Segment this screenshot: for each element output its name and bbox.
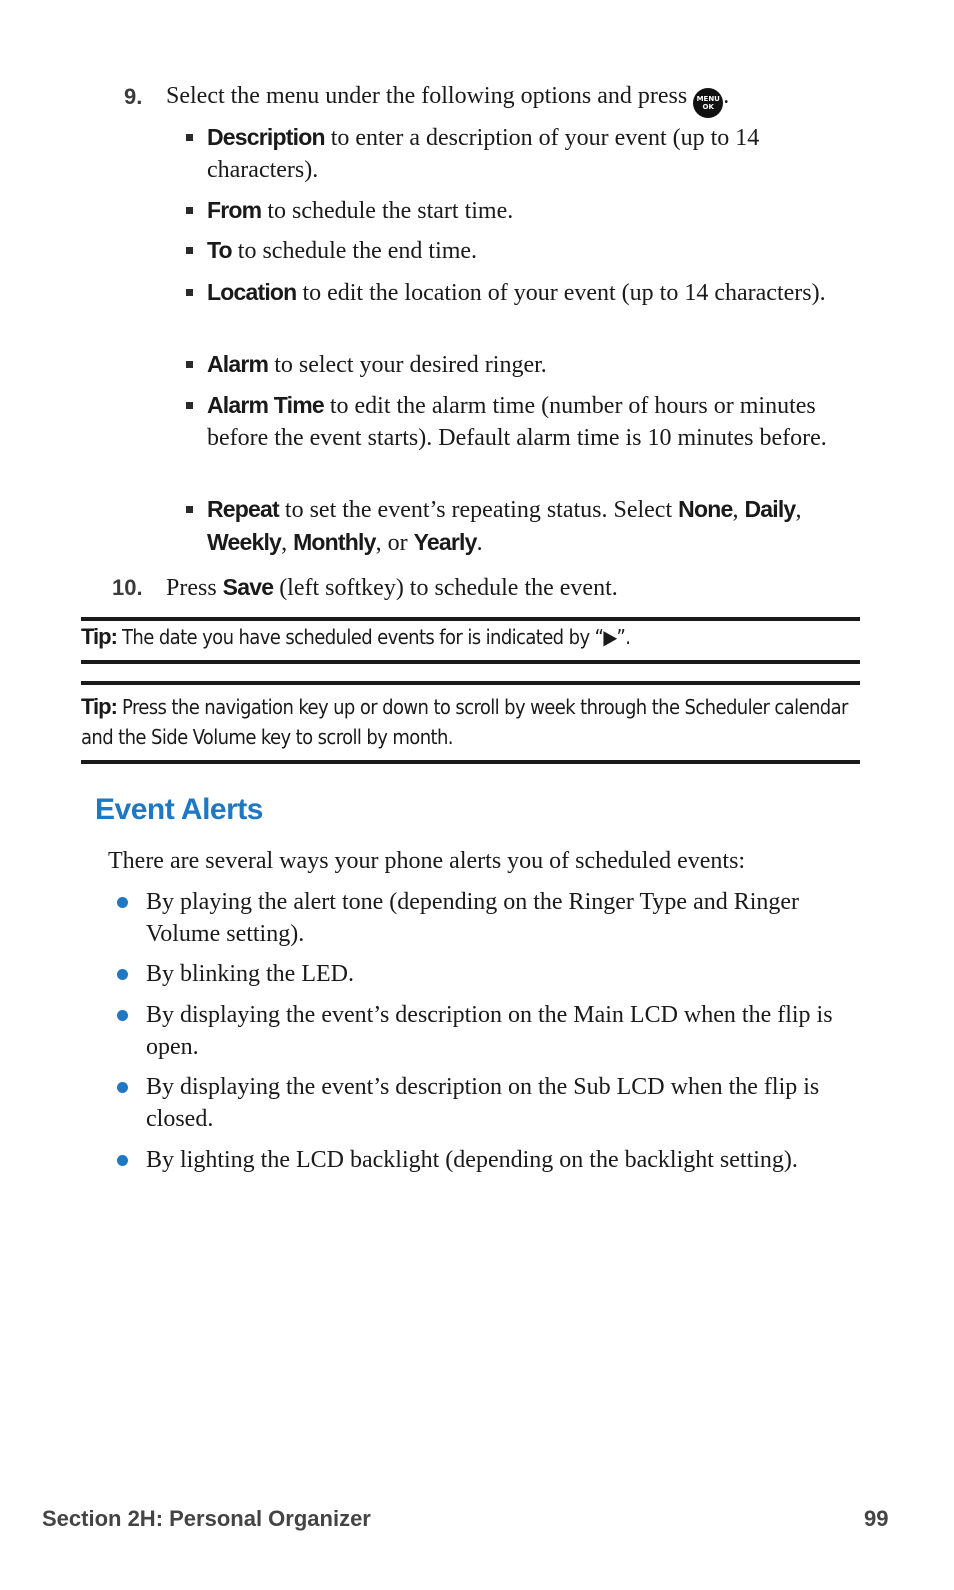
tip-label: Tip: (81, 624, 117, 649)
step-text: Select the menu under the following options and press MENU OK . (166, 80, 729, 118)
tip-box (81, 622, 871, 652)
tip-rule-top (81, 617, 860, 621)
square-bullet-icon (186, 134, 193, 141)
tip-rule-bottom (81, 760, 860, 764)
footer-section-label: Section 2H: Personal Organizer (42, 1506, 371, 1531)
tip-box (81, 692, 871, 752)
square-bullet-icon (186, 289, 193, 296)
step-text: Press Save (left softkey) to schedule the event. (166, 574, 618, 601)
tip-rule-bottom (81, 660, 860, 664)
step-number: 10. (112, 575, 143, 600)
square-bullet-icon (186, 247, 193, 254)
square-bullet-icon (186, 207, 193, 214)
round-bullet-icon (117, 1155, 128, 1166)
tip-text: The date you have scheduled events for is indicated by “▶”. (122, 625, 631, 649)
menu-ok-key-icon: MENU OK (693, 88, 723, 118)
round-bullet-icon (117, 1082, 128, 1093)
tip-rule-top (81, 681, 860, 685)
section-intro: There are several ways your phone alerts you of scheduled events: (108, 848, 746, 874)
tip-text: Press the navigation key up or down to scroll by week through the Scheduler calendar and the Side Volume key to scroll by month. (81, 695, 848, 749)
round-bullet-icon (117, 1010, 128, 1021)
round-bullet-icon (117, 969, 128, 980)
section-heading: Event Alerts (95, 793, 263, 826)
square-bullet-icon (186, 361, 193, 368)
square-bullet-icon (186, 506, 193, 513)
tip-label: Tip: (81, 694, 117, 719)
footer-page-number: 99 (864, 1506, 889, 1531)
square-bullet-icon (186, 402, 193, 409)
step-number: 9. (124, 84, 143, 109)
round-bullet-icon (117, 897, 128, 908)
